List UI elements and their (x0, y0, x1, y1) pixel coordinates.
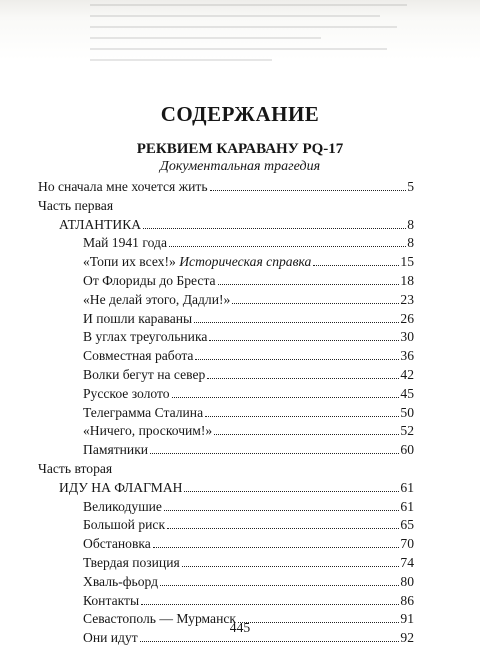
toc-entry-title (83, 385, 170, 404)
toc-entry-title (83, 347, 193, 366)
toc-entry-title-text: Великодушие (83, 498, 162, 514)
toc-entry (38, 291, 414, 310)
dot-leader (218, 284, 400, 285)
toc-entry-title (83, 535, 151, 554)
toc-part-header (38, 197, 414, 216)
toc-entry-title-text: «Топи их всех!» (83, 254, 176, 270)
dot-leader (195, 359, 399, 360)
toc-entry-title (83, 592, 139, 611)
toc-entry (38, 498, 414, 517)
dot-leader (194, 322, 399, 323)
toc-entry-title (83, 498, 162, 517)
dot-leader (205, 416, 399, 417)
toc-entry-title-text: Волки бегут на север (83, 366, 206, 382)
toc-page-number: 50 (400, 404, 414, 420)
toc-page-number: 86 (400, 592, 414, 608)
toc-entry-title (83, 422, 212, 441)
toc-entry-title (83, 516, 165, 535)
toc-entry-title-text: Май 1941 года (83, 235, 167, 251)
toc-entry (38, 178, 414, 197)
toc-entry-title-text: Часть первая (38, 197, 114, 213)
toc-entry-title (38, 197, 113, 216)
toc-entry-title (83, 253, 311, 272)
toc-entry-title-text: Большой риск (83, 517, 166, 533)
book-subtitle: Документальная трагедия (159, 159, 321, 174)
page-number: 445 (229, 620, 251, 635)
toc-entry-title (83, 234, 167, 253)
dot-leader (164, 510, 399, 511)
toc-page-number: 61 (400, 498, 414, 514)
toc-entry-title-text: Русское золото (83, 385, 170, 401)
toc-page-number: 15 (400, 254, 414, 270)
dot-leader (214, 434, 399, 435)
contents-heading: СОДЕРЖАНИЕ (160, 102, 320, 126)
toc-entry-title-text: Обстановка (83, 536, 151, 552)
toc-entry-title (83, 366, 205, 385)
toc-page-number: 74 (400, 554, 414, 570)
toc-entry (38, 253, 414, 272)
toc-entry-title (83, 310, 192, 329)
toc-part-header (38, 460, 414, 479)
book-title: РЕКВИЕМ КАРАВАНУ PQ-17 (136, 141, 344, 157)
toc-entry-title (83, 441, 148, 460)
dot-leader (143, 228, 406, 229)
toc-entry-title (59, 479, 182, 498)
dot-leader (207, 378, 399, 379)
toc-entry-title (83, 404, 203, 423)
dot-leader (150, 453, 399, 454)
dot-leader (209, 340, 399, 341)
toc-page-number: 52 (400, 423, 414, 439)
toc-entry (38, 310, 414, 329)
toc-entry-title-text: ИДУ НА ФЛАГМАН (59, 479, 183, 495)
dot-leader (184, 491, 399, 492)
dot-leader (232, 303, 399, 304)
toc-page-number: 60 (400, 442, 414, 458)
toc-page-number: 8 (407, 235, 414, 251)
toc-entry (38, 573, 414, 592)
toc-entry (38, 479, 414, 498)
toc-entry-title-text: Хваль-фьорд (83, 573, 159, 589)
toc-entry-title-text: Твердая позиция (83, 554, 180, 570)
toc-entry (38, 385, 414, 404)
toc-page-number: 91 (400, 611, 414, 627)
toc-entry (38, 216, 414, 235)
toc-entry (38, 366, 414, 385)
toc-entry (38, 554, 414, 573)
toc-page-number: 18 (400, 272, 414, 288)
toc-entry-title-text: Но сначала мне хочется жить (38, 179, 208, 194)
toc-entry-title (83, 291, 230, 310)
toc-entry-title (83, 573, 158, 592)
dot-leader (167, 528, 399, 529)
toc-entry (38, 516, 414, 535)
toc-page-number: 30 (400, 329, 414, 345)
toc-entry-title (83, 272, 216, 291)
toc-entry-title (38, 460, 112, 479)
toc-entry (38, 535, 414, 554)
toc-entry-title-text: Севастополь — Мурманск (83, 611, 236, 627)
toc-entry-title-text: «Не делай этого, Дадли!» (83, 291, 231, 307)
toc-entry-title-text: Часть вторая (38, 460, 113, 476)
toc-entry (38, 328, 414, 347)
toc-entry-title-text: Памятники (83, 442, 149, 458)
toc-page-number: 80 (400, 573, 414, 589)
show-through-text (90, 4, 420, 74)
toc-entry (38, 422, 414, 441)
toc-page-number: 26 (400, 310, 414, 326)
toc-page-number: 23 (400, 291, 414, 307)
toc-entry-title-text: Совместная работа (83, 348, 194, 364)
toc-entry (38, 234, 414, 253)
toc-entry-title-text: АТЛАНТИКА (59, 216, 142, 232)
toc-page-number: 42 (400, 366, 414, 382)
toc-entry (38, 441, 414, 460)
dot-leader (169, 246, 406, 247)
toc-entry-title-text: Они идут (83, 630, 138, 646)
table-of-contents (38, 178, 414, 648)
toc-page-number: 8 (407, 216, 414, 232)
dot-leader (160, 585, 399, 586)
dot-leader (141, 604, 399, 605)
toc-entry-title-text: «Ничего, проскочим!» (83, 423, 213, 439)
toc-page-number: 45 (400, 385, 414, 401)
toc-entry-title (38, 178, 208, 197)
toc-page-number: 70 (400, 536, 414, 552)
dot-leader (313, 265, 399, 266)
toc-page-number: 5 (407, 179, 414, 194)
toc-entry-title (83, 328, 207, 347)
toc-entry-title-text: Телеграмма Сталина (83, 404, 204, 420)
toc-page-number: 36 (400, 348, 414, 364)
toc-page-number: 61 (400, 479, 414, 495)
toc-page-number: 92 (400, 630, 414, 646)
toc-entry-title-text: От Флориды до Бреста (83, 272, 216, 288)
toc-entry (38, 347, 414, 366)
dot-leader (153, 547, 400, 548)
toc-page-number: 65 (400, 517, 414, 533)
toc-entry-title (59, 216, 141, 235)
dot-leader (210, 190, 407, 191)
toc-entry-title-text: И пошли караваны (83, 310, 193, 326)
dot-leader (172, 397, 400, 398)
toc-entry-title (83, 554, 180, 573)
toc-entry-title-text: В углах треугольника (83, 329, 208, 345)
dot-leader (140, 641, 400, 642)
toc-entry (38, 404, 414, 423)
dot-leader (182, 566, 400, 567)
toc-entry-note: Историческая справка (179, 254, 312, 270)
toc-entry (38, 272, 414, 291)
toc-entry-title-text: Контакты (83, 592, 140, 608)
toc-entry (38, 592, 414, 611)
